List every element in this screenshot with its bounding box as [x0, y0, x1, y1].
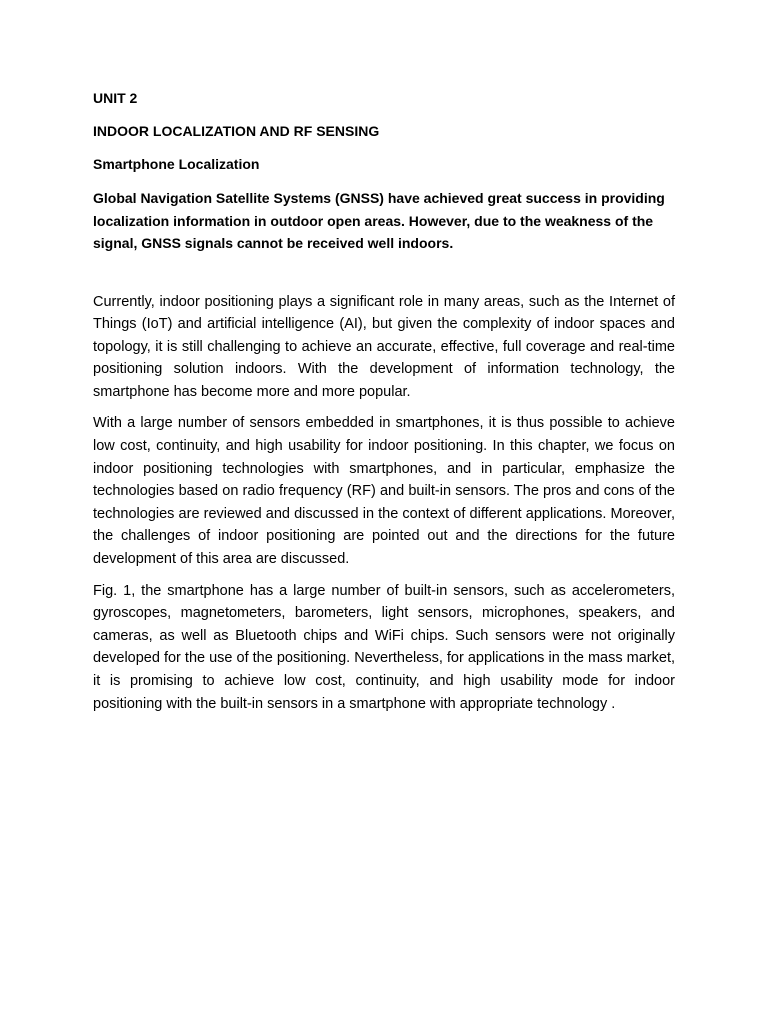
body-paragraph-2: With a large number of sensors embedded in smartphones, it is thus possible to achieve low cost, continuity, and high usability for indoor positioning. In this chapter, we focus on indoor positioning technologies with smartphones, and in particular, emphasize the technologies based on radio frequency (RF) and built-in sensors. The pros and cons of the technologies are reviewed and discussed in the context of different applications. Moreover, the challenges of indoor positioning are pointed out and the directions for the future development of this area are discussed. — [93, 415, 675, 568]
section-title: Smartphone Localization — [93, 156, 260, 172]
body-paragraph-3: Fig. 1, the smartphone has a large number of built-in sensors, such as accelerometers, gyroscopes, magnetometers, barometers, light sensors, microphones, speakers, and cameras, as well as Bluetooth chips and WiFi chips. Such sensors were not originally developed for the use of the positioning. Nevertheless, for applications in the mass market, it is promising to achieve low cost, continuity, and high usability mode for indoor positioning with the built-in sensors in a smartphone with appropriate technology . — [93, 582, 675, 712]
unit-heading: UNIT 2 — [93, 90, 138, 106]
document-page — [93, 88, 675, 724]
lead-paragraph: Global Navigation Satellite Systems (GNSS) have achieved great success in providing localization information in outdoor open areas. However, due to the weakness of the signal, GNSS signals cannot be received well indoors. — [93, 190, 665, 251]
body-paragraph-1: Currently, indoor positioning plays a significant role in many areas, such as the Internet of Things (IoT) and artificial intelligence (AI), but given the complexity of indoor spaces and topology, it is still challenging to achieve an accurate, effective, full coverage and real-time positioning solution indoors. With the development of information technology, the smartphone has become more and more popular. — [93, 293, 675, 400]
chapter-title: INDOOR LOCALIZATION AND RF SENSING — [93, 123, 380, 139]
